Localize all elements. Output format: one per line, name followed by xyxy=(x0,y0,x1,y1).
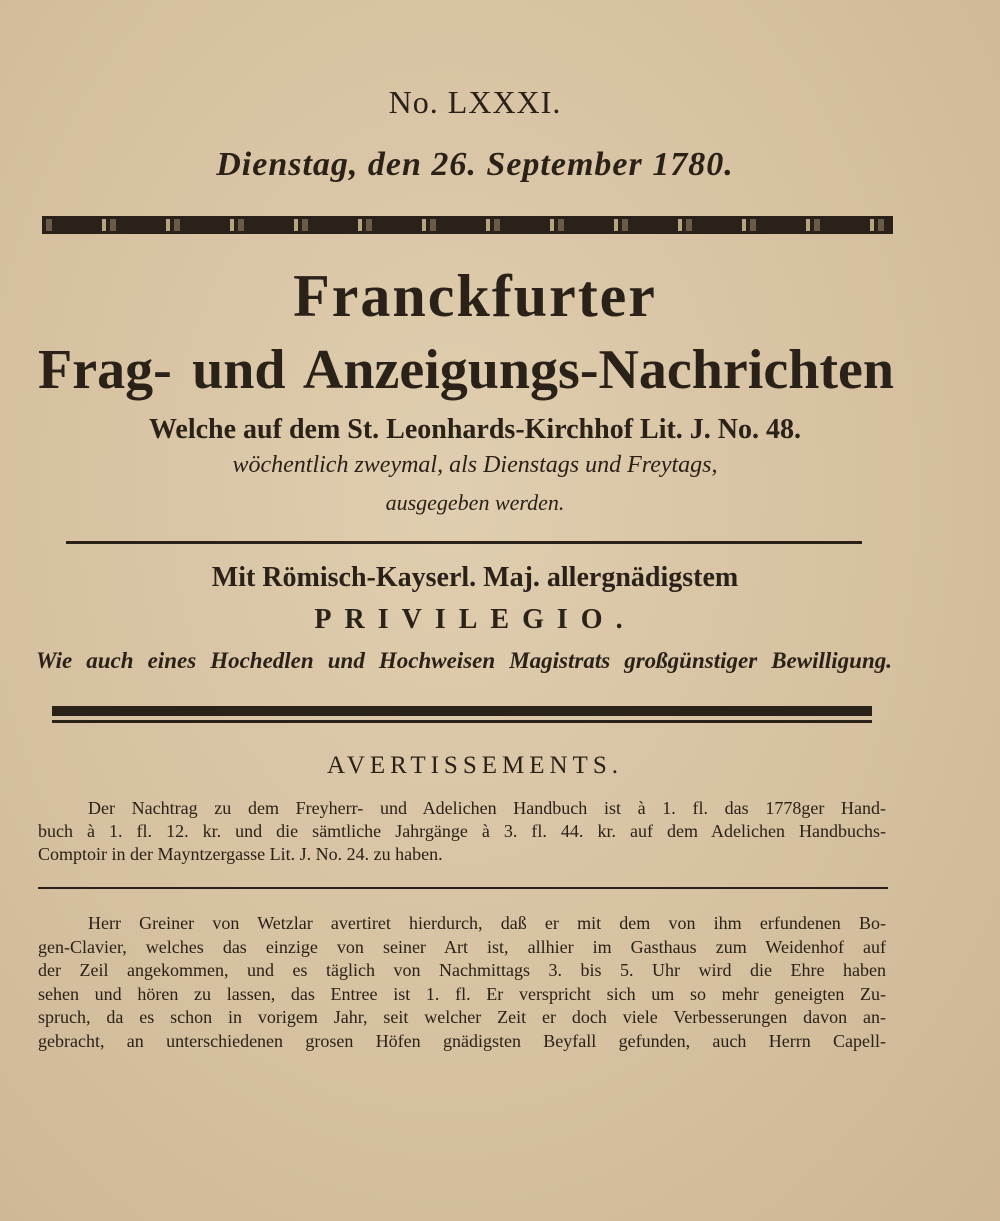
advertisement-2 xyxy=(38,912,886,1053)
text-line: Herr Greiner von Wetzlar avertiret hierdurch, daß er mit dem von ihm erfundenen Bo- xyxy=(88,913,886,933)
privilege-line-1: Mit Römisch-Kayserl. Maj. allergnädigstem xyxy=(211,562,739,593)
text-line: buch à 1. fl. 12. kr. und die sämtliche Jahrgänge à 3. fl. 44. kr. auf dem Adelichen Handbuchs- xyxy=(38,821,886,841)
text-line: gen-Clavier, welches das einzige von seiner Art ist, allhier im Gasthaus zum Weidenhof auf xyxy=(38,936,886,957)
advertisement-1 xyxy=(38,797,886,866)
privilege-line-2: PRIVILEGIO. xyxy=(314,604,636,635)
section-title: AVERTISSEMENTS. xyxy=(327,752,623,779)
text-line: sehen und hören zu lassen, das Entree ist 1. fl. Er verspricht sich um so mehr geneigten Zu- xyxy=(38,983,886,1004)
title-line-1: Franckfurter xyxy=(293,263,657,329)
issue-number: No. LXXXI. xyxy=(388,84,562,120)
issue-date: Dienstag, den 26. September 1780. xyxy=(216,146,734,183)
subtitle-published: ausgegeben werden. xyxy=(385,490,565,515)
privilege-line-3: Wie auch eines Hochedlen und Hochweisen Magistrats großgünstiger Bewilligung. xyxy=(36,648,892,673)
text-line: der Zeil angekommen, und es täglich von Nachmittags 3. bis 5. Uhr wird die Ehre haben xyxy=(38,960,886,980)
ornamental-rule xyxy=(42,216,893,234)
text-line: Comptoir in der Mayntzergasse Lit. J. No. 24. zu haben. xyxy=(38,844,443,864)
thick-divider xyxy=(52,706,872,716)
title-line-2: Frag- und Anzeigungs-Nachrichten xyxy=(38,339,894,401)
thin-divider xyxy=(52,720,872,723)
divider xyxy=(66,541,862,544)
text-line: gebracht, an unterschiedenen grosen Höfen gnädigsten Beyfall gefunden, auch Herrn Capell- xyxy=(38,1030,886,1051)
divider xyxy=(38,887,888,889)
text-line: spruch, da es schon in vorigem Jahr, seit welcher Zeit er doch viele Verbesserungen davon an- xyxy=(38,1007,886,1027)
text-line: Der Nachtrag zu dem Freyherr- und Adelichen Handbuch ist à 1. fl. das 1778ger Hand- xyxy=(88,798,886,818)
subtitle-address: Welche auf dem St. Leonhards-Kirchhof Lit. J. No. 48. xyxy=(148,414,802,445)
subtitle-frequency: wöchentlich zweymal, als Dienstags und Freytags, xyxy=(232,452,718,478)
